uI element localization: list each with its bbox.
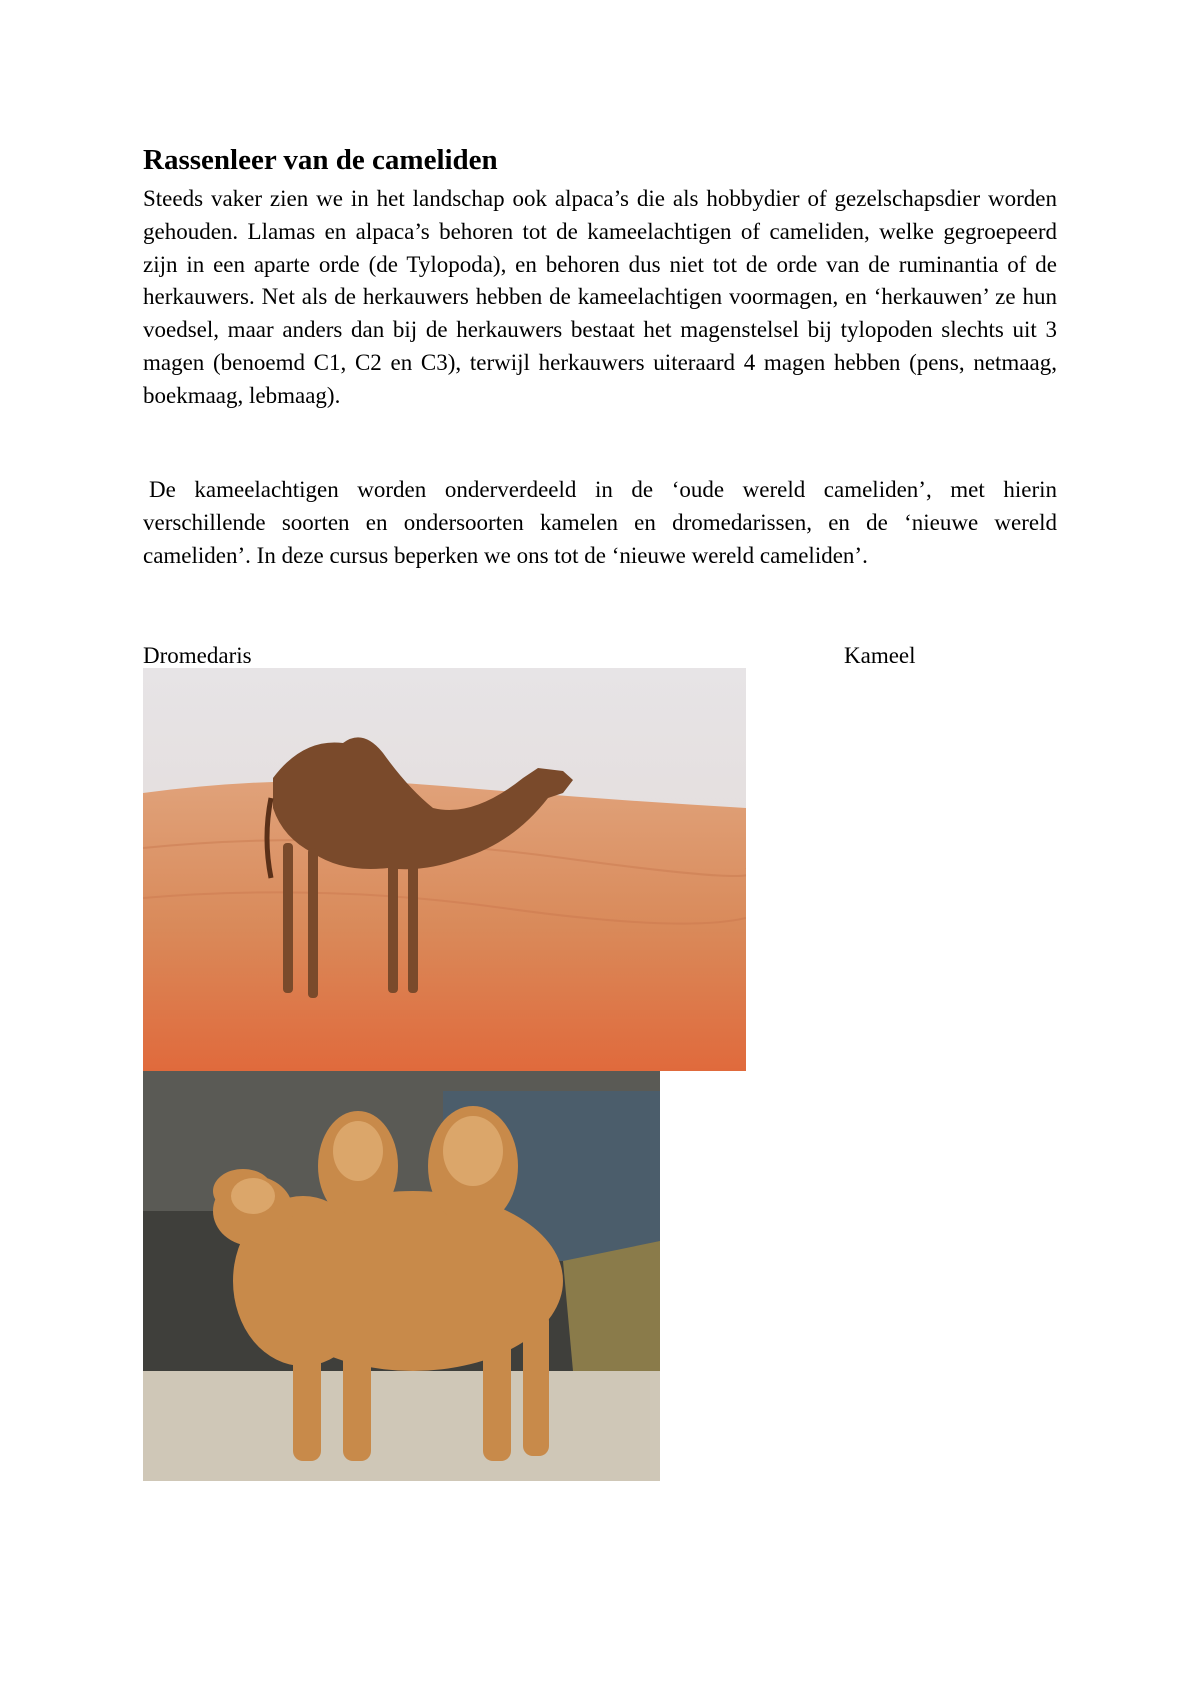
page-title: Rassenleer van de cameliden xyxy=(143,144,498,176)
caption-dromedaris: Dromedaris xyxy=(143,643,252,668)
dromedary-photo xyxy=(143,668,746,1071)
caption-kameel: Kameel xyxy=(844,643,916,668)
bactrian-camel-photo xyxy=(143,1071,660,1481)
intro-paragraph: Steeds vaker zien we in het landschap ook alpaca’s die als hobbydier of gezelschapsdier worden gehouden. Llamas en alpaca’s behoren tot de kameelachtigen of cameliden, welke gegroepeerd zijn in een aparte orde (de Tylopoda), en behoren dus niet tot de orde van de ruminantia of de herkauwers. Net als de herkauwers hebben de kameelachtigen voormagen, en ‘herkauwen’ ze hun voedsel, maar anders dan bij de herkauwers bestaat het magenstelsel bij tylopoden slechts uit 3 magen (benoemd C1, C2 en C3), terwijl herkauwers uiteraard 4 magen hebben (pens, netmaag, boekmaag, lebmaag). xyxy=(143,186,1057,408)
classification-paragraph: De kameelachtigen worden onderverdeeld in de ‘oude wereld cameliden’, met hierin verschillende soorten en ondersoorten kamelen en dromedarissen, en de ‘nieuwe wereld cameliden’. In deze cursus beperken we ons tot de ‘nieuwe wereld cameliden’. xyxy=(143,477,1057,568)
